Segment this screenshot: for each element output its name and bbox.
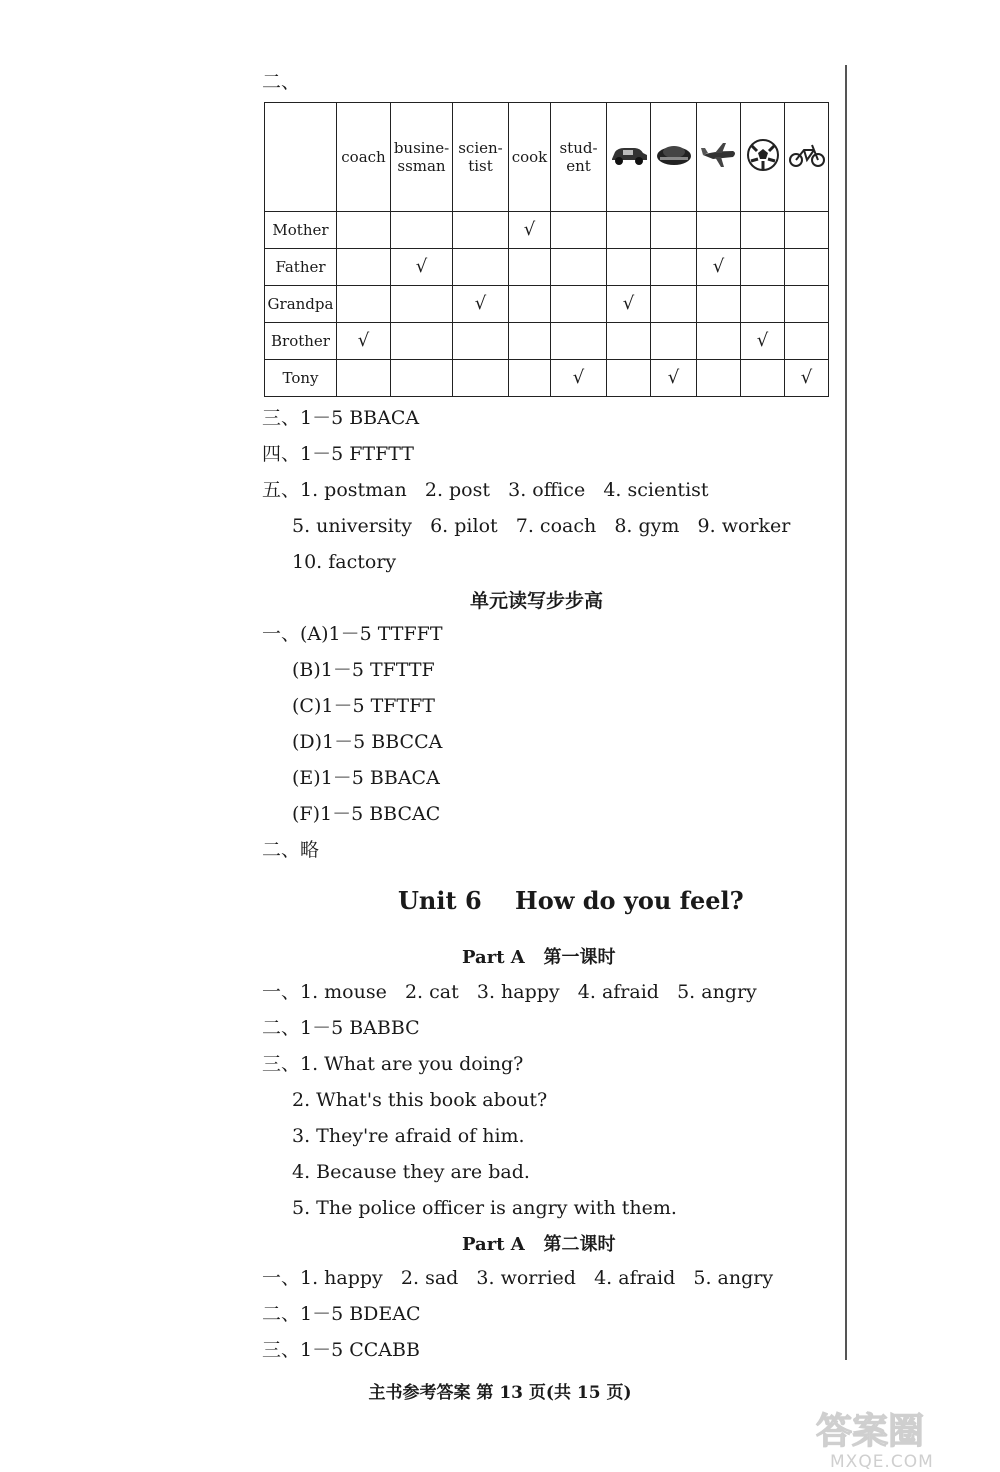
mark-cell xyxy=(651,212,697,249)
reading-answer-b: (B)1－5 TFTTF xyxy=(292,659,435,681)
watermark-url: MXQE.COM xyxy=(830,1452,934,1472)
mark-cell xyxy=(391,212,453,249)
header-businessman: busine- ssman xyxy=(391,103,453,212)
page-footer: 主书参考答案 第 13 页(共 15 页) xyxy=(368,1383,632,1403)
mark-cell xyxy=(551,249,607,286)
mark-cell xyxy=(453,323,509,360)
row-label: Tony xyxy=(265,360,337,397)
part-a-lesson-1-heading: Part A 第一课时 xyxy=(462,947,616,968)
mark-cell xyxy=(741,323,785,360)
bike-icon xyxy=(785,103,829,212)
table-row-mother xyxy=(265,212,829,249)
mark-cell xyxy=(697,249,741,286)
mark-cell xyxy=(509,249,551,286)
mark-cell xyxy=(607,249,651,286)
mark-cell xyxy=(607,286,651,323)
table-row-tony xyxy=(265,360,829,397)
header-cook: cook xyxy=(509,103,551,212)
answer-s4: 四、1－5 FTFTT xyxy=(262,443,414,465)
mark-cell xyxy=(785,323,829,360)
mark-cell xyxy=(509,323,551,360)
answer-s5-line1: 五、1. postman 2. post 3. office 4. scientist xyxy=(262,479,709,501)
check-mark: √ xyxy=(523,219,536,240)
check-mark: √ xyxy=(756,330,769,351)
reading-answer-a: 一、(A)1－5 TTFFT xyxy=(262,623,443,645)
mark-cell xyxy=(651,286,697,323)
mark-cell xyxy=(697,323,741,360)
check-mark: √ xyxy=(357,330,370,351)
hat-icon xyxy=(651,103,697,212)
lesson1-answer-3-3: 3. They're afraid of him. xyxy=(292,1125,525,1147)
lesson1-answer-1: 一、1. mouse 2. cat 3. happy 4. afraid 5. angry xyxy=(262,981,757,1003)
check-mark: √ xyxy=(622,293,635,314)
answer-s5-line2: 5. university 6. pilot 7. coach 8. gym 9. worker xyxy=(292,515,791,537)
answer-s3: 三、1－5 BBACA xyxy=(262,407,420,429)
mark-cell xyxy=(607,323,651,360)
mark-cell xyxy=(785,360,829,397)
mark-cell xyxy=(741,286,785,323)
lesson2-answer-2: 二、1－5 BDEAC xyxy=(262,1303,421,1325)
header-corner xyxy=(265,103,337,212)
mark-cell xyxy=(391,286,453,323)
check-mark: √ xyxy=(415,256,428,277)
mark-cell xyxy=(697,286,741,323)
lesson2-answer-3: 三、1－5 CCABB xyxy=(262,1339,420,1361)
table-row-father xyxy=(265,249,829,286)
ball-icon xyxy=(741,103,785,212)
mark-cell xyxy=(337,360,391,397)
lesson1-answer-2: 二、1－5 BABBC xyxy=(262,1017,420,1039)
mark-cell xyxy=(607,212,651,249)
mark-cell xyxy=(509,212,551,249)
mark-cell xyxy=(509,360,551,397)
mark-cell xyxy=(337,212,391,249)
mark-cell xyxy=(453,286,509,323)
mark-cell xyxy=(453,249,509,286)
lesson1-answer-3-4: 4. Because they are bad. xyxy=(292,1161,530,1183)
reading-answer-f: (F)1－5 BBCAC xyxy=(292,803,441,825)
page-margin-rule xyxy=(845,65,847,1360)
mark-cell xyxy=(607,360,651,397)
car-icon xyxy=(607,103,651,212)
mark-cell xyxy=(551,286,607,323)
mark-cell xyxy=(741,212,785,249)
lesson1-answer-3: 三、1. What are you doing? xyxy=(262,1053,524,1075)
reading-answer-e: (E)1－5 BBACA xyxy=(292,767,440,789)
mark-cell xyxy=(785,286,829,323)
table-header-row xyxy=(265,103,829,212)
mark-cell xyxy=(337,323,391,360)
reading-answer-c: (C)1－5 TFTFT xyxy=(292,695,435,717)
mark-cell xyxy=(785,212,829,249)
mark-cell xyxy=(337,249,391,286)
mark-cell xyxy=(337,286,391,323)
header-coach: coach xyxy=(337,103,391,212)
mark-cell xyxy=(391,360,453,397)
unit-6-title: Unit 6 How do you feel? xyxy=(398,886,744,915)
mark-cell xyxy=(551,323,607,360)
check-mark: √ xyxy=(800,367,813,388)
mark-cell xyxy=(651,360,697,397)
svg-text:答案圈: 答案圈 xyxy=(816,1411,925,1452)
mark-cell xyxy=(453,212,509,249)
section-heading-reading: 单元读写步步高 xyxy=(470,590,604,612)
airplane-icon xyxy=(697,103,741,212)
mark-cell xyxy=(697,360,741,397)
check-mark: √ xyxy=(572,367,585,388)
row-label: Grandpa xyxy=(265,286,337,323)
watermark-logo xyxy=(812,1405,988,1453)
mark-cell xyxy=(509,286,551,323)
mark-cell xyxy=(391,249,453,286)
mark-cell xyxy=(391,323,453,360)
lesson1-answer-3-2: 2. What's this book about? xyxy=(292,1089,548,1111)
mark-cell xyxy=(741,360,785,397)
mark-cell xyxy=(453,360,509,397)
reading-answer-2: 二、略 xyxy=(262,839,320,861)
lesson1-answer-3-5: 5. The police officer is angry with them. xyxy=(292,1197,677,1219)
occupation-table xyxy=(264,102,829,397)
row-label: Mother xyxy=(265,212,337,249)
check-mark: √ xyxy=(712,256,725,277)
mark-cell xyxy=(651,249,697,286)
lesson2-answer-1: 一、1. happy 2. sad 3. worried 4. afraid 5. angry xyxy=(262,1267,774,1289)
mark-cell xyxy=(741,249,785,286)
mark-cell xyxy=(785,249,829,286)
table-row-brother xyxy=(265,323,829,360)
table-row-grandpa xyxy=(265,286,829,323)
row-label: Brother xyxy=(265,323,337,360)
part-a-lesson-2-heading: Part A 第二课时 xyxy=(462,1234,616,1255)
reading-answer-d: (D)1－5 BBCCA xyxy=(292,731,443,753)
answer-s5-line3: 10. factory xyxy=(292,551,397,573)
mark-cell xyxy=(551,212,607,249)
row-label: Father xyxy=(265,249,337,286)
header-scientist: scien- tist xyxy=(453,103,509,212)
check-mark: √ xyxy=(667,367,680,388)
header-student: stud- ent xyxy=(551,103,607,212)
check-mark: √ xyxy=(474,293,487,314)
mark-cell xyxy=(697,212,741,249)
mark-cell xyxy=(551,360,607,397)
section-2-label: 二、 xyxy=(262,71,301,93)
mark-cell xyxy=(651,323,697,360)
